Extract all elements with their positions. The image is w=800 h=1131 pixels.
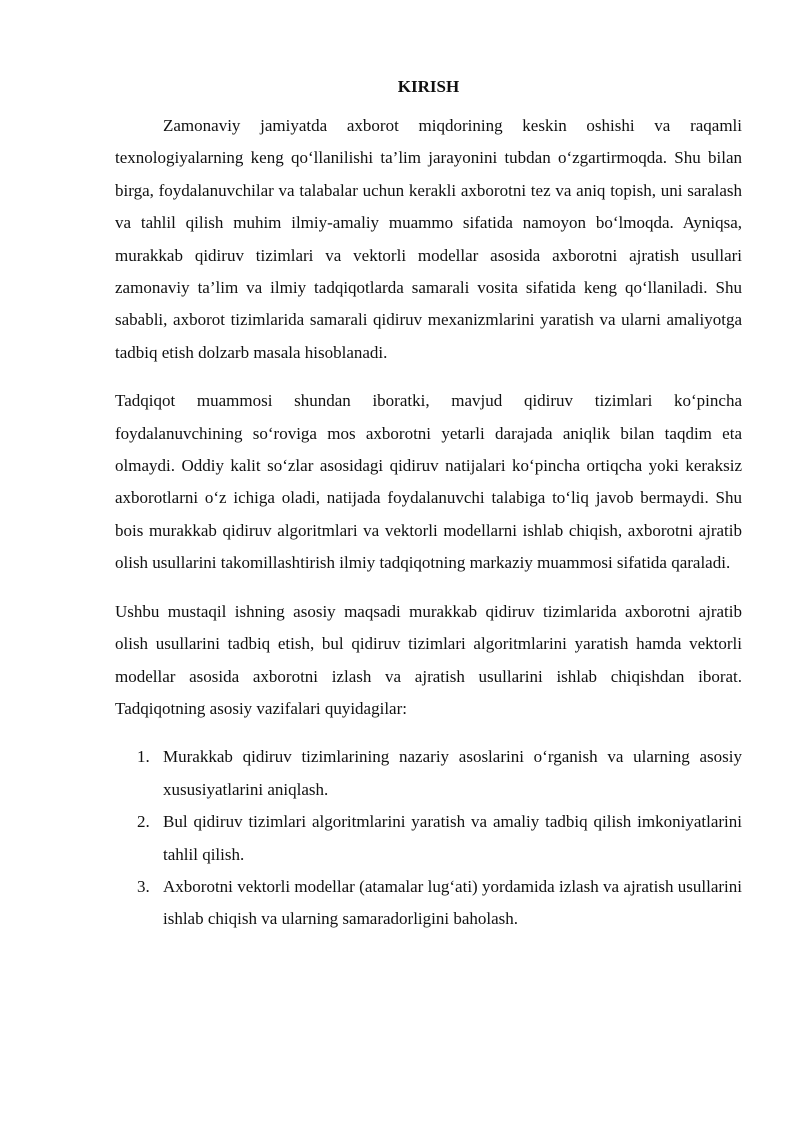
list-item-text: Murakkab qidiruv tizimlarining nazariy asoslarini o‘rganish va ularning asosiy xususiyatlarini aniqlash.	[163, 747, 742, 799]
list-item	[115, 871, 742, 936]
list-item-number: 2.	[137, 812, 150, 832]
page-content	[115, 73, 742, 936]
problem-paragraph: Tadqiqot muammosi shundan iboratki, mavjud qidiruv tizimlari ko‘pincha foydalanuvchining so‘roviga mos axborotni yetarli darajada aniqlik bilan taqdim eta olmaydi. Oddiy kalit so‘zlar asosidagi qidiruv natijalari ko‘pincha ortiqcha yoki keraksiz axborotlarni o‘z ichiga oladi, natijada foydalanuvchi talabiga to‘liq javob bermaydi. Shu bois murakkab qidiruv algoritmlari va vektorli modellarni ishlab chiqish, axborotni ajratib olish usullarini takomillashtirish ilmiy tadqiqotning markaziy muammosi sifatida qaraladi.	[115, 391, 742, 573]
intro-paragraph: Zamonaviy jamiyatda axborot miqdorining keskin oshishi va raqamli texnologiyalarning keng qo‘llanilishi ta’lim jarayonini tubdan o‘zgartirmoqda. Shu bilan birga, foydalanuvchilar va talabalar uchun kerakli axborotni tez va aniq topish, uni saralash va tahlil qilish muhim ilmiy-amaliy muammo sifatida namoyon bo‘lmoqda. Ayniqsa, murakkab qidiruv tizimlari va vektorli modellar asosida axborotni ajratish usullari zamonaviy ta’lim va ilmiy tadqiqotlarda samarali vosita sifatida keng qo‘llaniladi. Shu sababli, axborot tizimlarida samarali qidiruv mexanizmlarini yaratish va ularni amaliyotga tadbiq etish dolzarb masala hisoblanadi.	[115, 116, 742, 362]
goal-paragraph: Ushbu mustaqil ishning asosiy maqsadi murakkab qidiruv tizimlarida axborotni ajratib olish usullarini tadbiq etish, bul qidiruv tizimlari algoritmlarini yaratish hamda vektorli modellar asosida axborotni izlash va ajratish usullarini ishlab chiqishdan iborat. Tadqiqotning asosiy vazifalari quyidagilar:	[115, 601, 742, 718]
list-item	[115, 741, 742, 806]
tasks-list	[115, 741, 742, 935]
list-item-text: Axborotni vektorli modellar (atamalar lug‘ati) yordamida izlash va ajratish usullarini ishlab chiqish va ularning samaradorligini baholash.	[163, 876, 742, 929]
list-item-number: 3.	[137, 876, 150, 896]
section-heading: KIRISH	[397, 77, 460, 96]
list-item-text: Bul qidiruv tizimlari algoritmlarini yaratish va amaliy tadbiq qilish imkoniyatlarini tahlil qilish.	[163, 812, 742, 864]
list-item-number: 1.	[137, 747, 150, 767]
list-item	[115, 806, 742, 871]
